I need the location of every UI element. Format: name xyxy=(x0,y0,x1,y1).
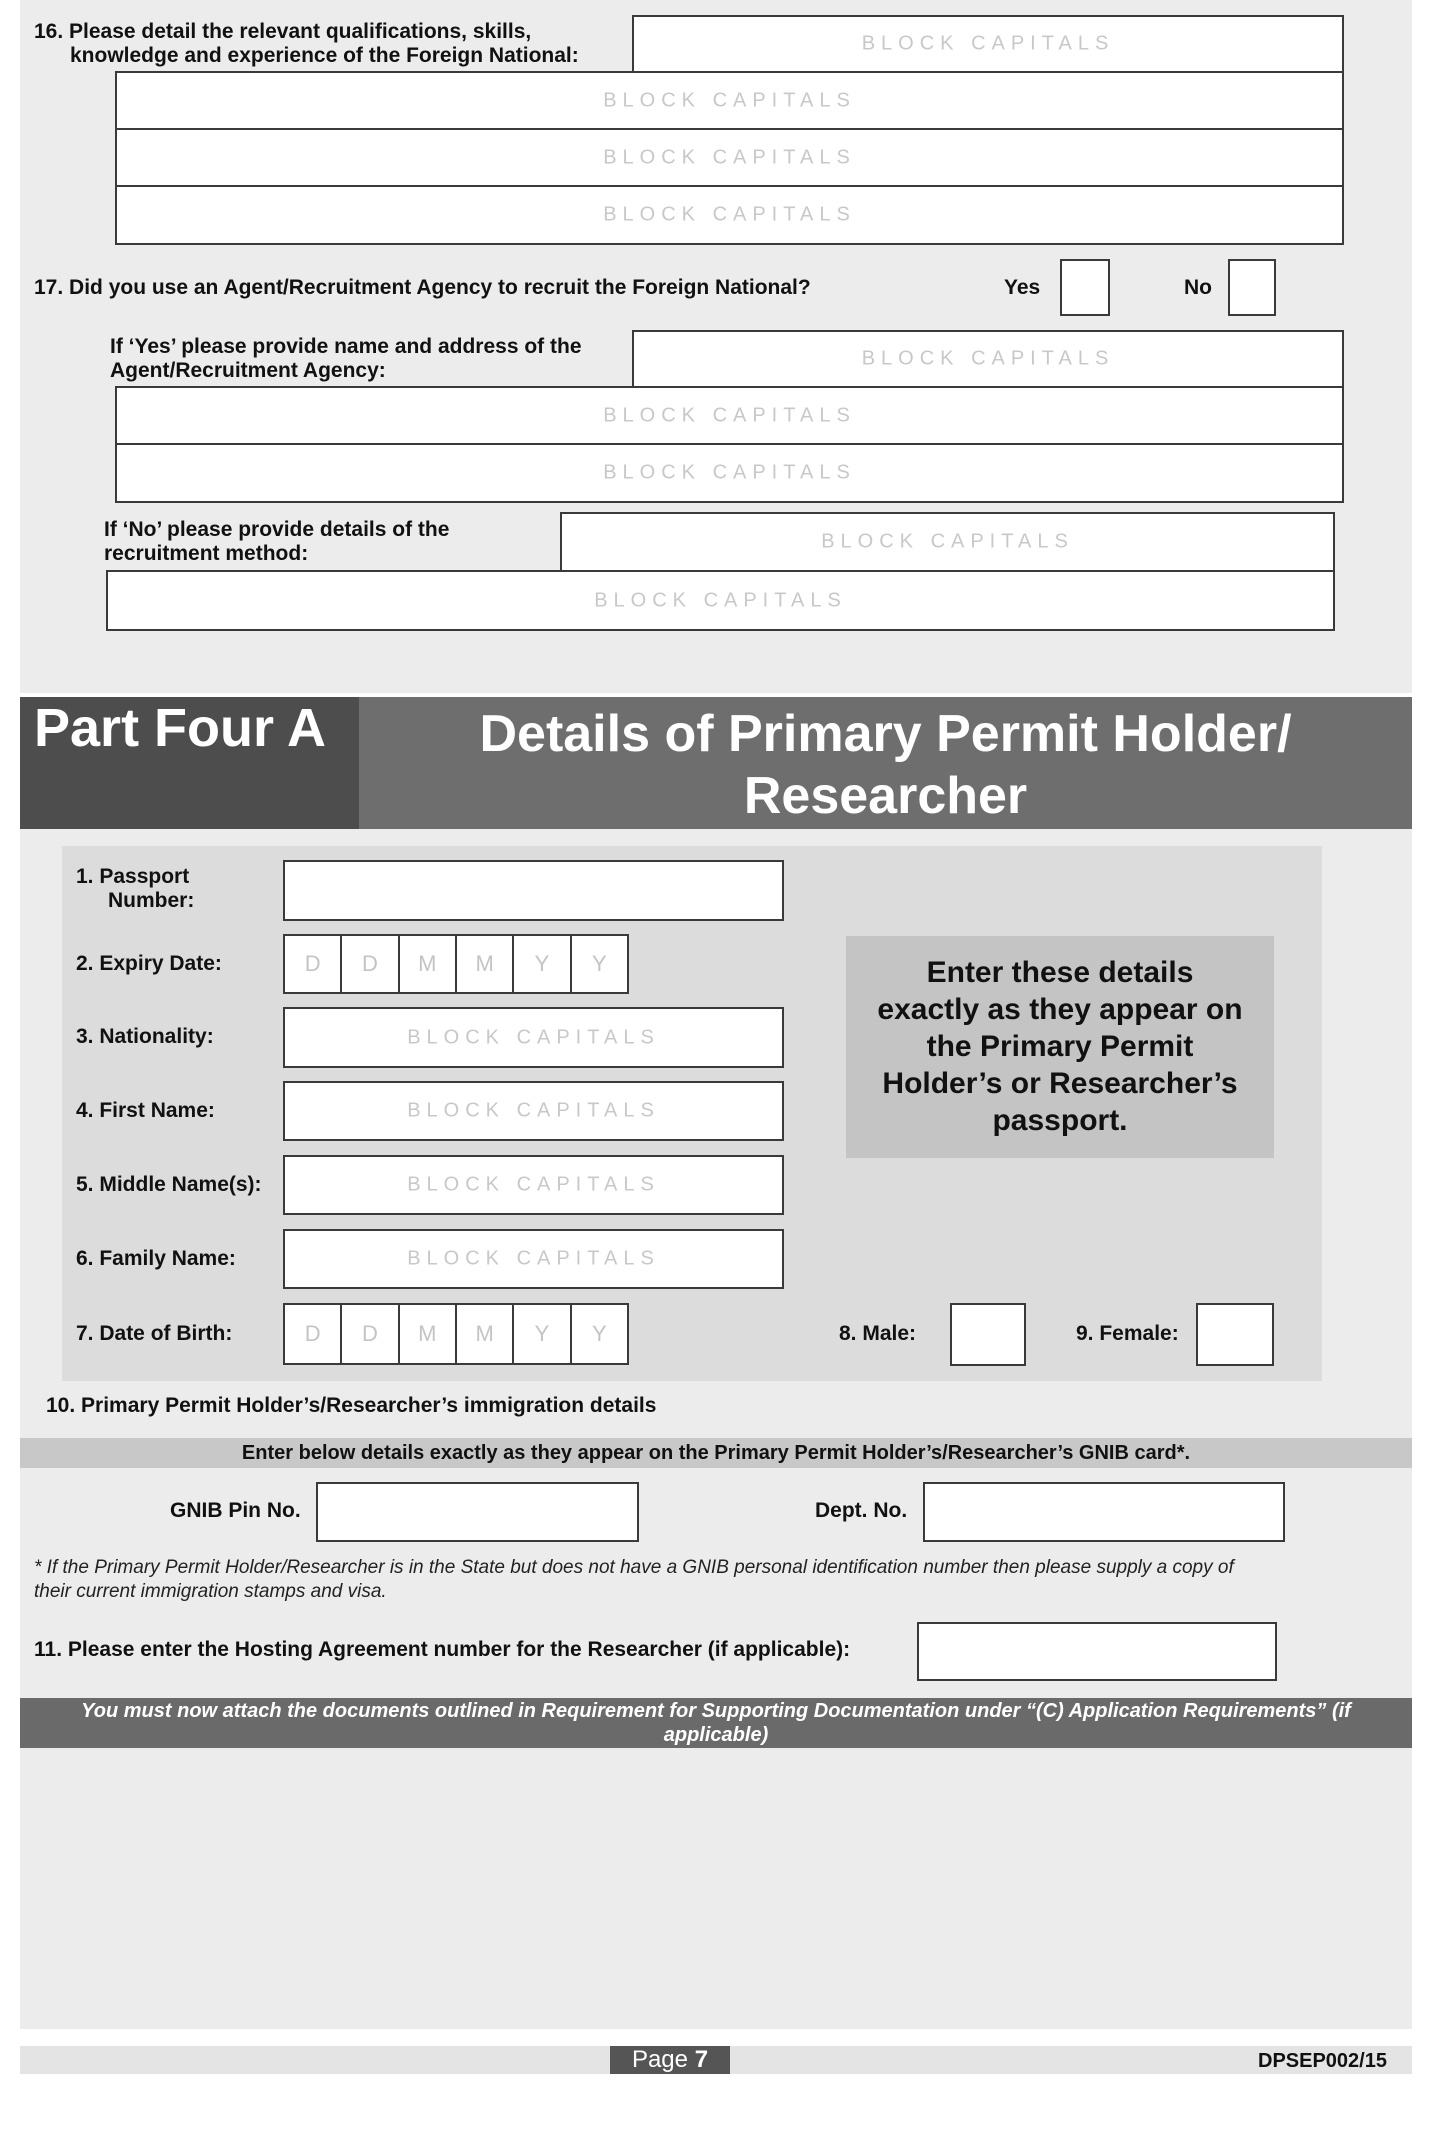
page-number-badge: Page 7 xyxy=(610,2046,730,2074)
if-no-label: If ‘No’ please provide details of the recruitment method: xyxy=(104,518,450,565)
yes-label: Yes xyxy=(1004,276,1041,299)
nationality-label: 3. Nationality: xyxy=(76,1025,214,1048)
placeholder-text: BLOCK CAPITALS xyxy=(603,461,856,484)
passport-number-input[interactable] xyxy=(283,860,784,921)
gnib-instruction-bar: Enter below details exactly as they appear on the Primary Permit Holder’s/Researcher’s GNIB card*. xyxy=(20,1438,1412,1468)
placeholder-text: BLOCK CAPITALS xyxy=(603,89,856,111)
placeholder-text: BLOCK CAPITALS xyxy=(603,146,856,168)
female-checkbox[interactable] xyxy=(1196,1303,1274,1366)
agency-input-2[interactable] xyxy=(115,386,1344,445)
form-code: DPSEP002/15 xyxy=(1258,2050,1387,2072)
dob-label: 7. Date of Birth: xyxy=(76,1322,233,1345)
gnib-pin-input[interactable] xyxy=(316,1482,639,1542)
date-cell[interactable]: Y xyxy=(591,1321,607,1346)
no-label: No xyxy=(1184,276,1212,299)
expiry-date-input[interactable] xyxy=(283,934,629,994)
date-cell[interactable]: M xyxy=(400,1305,457,1363)
placeholder-text: BLOCK CAPITALS xyxy=(861,347,1115,370)
agency-input-3[interactable] xyxy=(115,443,1344,503)
no-checkbox[interactable] xyxy=(1228,259,1276,316)
date-cell[interactable]: Y xyxy=(514,1305,571,1363)
gnib-pin-label: GNIB Pin No. xyxy=(170,1499,301,1522)
date-cell[interactable]: D xyxy=(285,936,342,992)
expiry-date-label: 2. Expiry Date: xyxy=(76,952,222,975)
middle-name-label: 5. Middle Name(s): xyxy=(76,1173,262,1196)
date-cell[interactable]: D xyxy=(342,1305,399,1363)
first-name-label: 4. First Name: xyxy=(76,1099,215,1122)
q17-label: 17. Did you use an Agent/Recruitment Agency to recruit the Foreign National? xyxy=(34,276,811,299)
method-input-2[interactable] xyxy=(106,570,1335,631)
q16-input-4[interactable] xyxy=(115,185,1344,245)
placeholder-text: BLOCK CAPITALS xyxy=(407,1026,660,1048)
date-cell[interactable]: Y xyxy=(591,951,607,976)
first-name-input[interactable] xyxy=(283,1081,784,1141)
date-cell[interactable]: Y xyxy=(514,936,571,992)
placeholder-text: BLOCK CAPITALS xyxy=(821,530,1074,553)
placeholder-text: BLOCK CAPITALS xyxy=(594,589,847,611)
date-cell[interactable]: M xyxy=(400,936,457,992)
placeholder-text: BLOCK CAPITALS xyxy=(407,1173,660,1196)
passport-label: 1. Passport Number: xyxy=(76,865,195,912)
passport-instruction-note: Enter these details exactly as they appear on the Primary Permit Holder’s or Researcher’s passport. xyxy=(846,936,1274,1158)
section-title: Details of Primary Permit Holder/ Researcher xyxy=(359,697,1412,829)
date-cell[interactable]: M xyxy=(457,936,514,992)
family-name-input[interactable] xyxy=(283,1229,784,1289)
placeholder-text: BLOCK CAPITALS xyxy=(407,1099,660,1122)
male-label: 8. Male: xyxy=(839,1322,917,1345)
placeholder-text: BLOCK CAPITALS xyxy=(603,404,856,426)
dept-no-label: Dept. No. xyxy=(815,1499,908,1522)
date-cell[interactable]: D xyxy=(285,1305,342,1363)
placeholder-text: BLOCK CAPITALS xyxy=(861,32,1115,55)
male-checkbox[interactable] xyxy=(950,1303,1026,1366)
immigration-heading: 10. Primary Permit Holder’s/Researcher’s immigration details xyxy=(46,1394,657,1417)
date-cell[interactable]: D xyxy=(342,936,399,992)
if-yes-label: If ‘Yes’ please provide name and address of the Agent/Recruitment Agency: xyxy=(110,335,582,382)
q16-label: 16. Please detail the relevant qualifications, skills, knowledge and experience of the Foreign National: xyxy=(34,20,579,67)
yes-checkbox[interactable] xyxy=(1060,259,1110,316)
hosting-agreement-label: 11. Please enter the Hosting Agreement number for the Researcher (if applicable): xyxy=(34,1638,851,1661)
date-cell[interactable]: M xyxy=(457,1305,514,1363)
dob-input[interactable] xyxy=(283,1303,629,1365)
middle-name-input[interactable] xyxy=(283,1155,784,1215)
dept-no-input[interactable] xyxy=(923,1482,1285,1542)
nationality-input[interactable] xyxy=(283,1007,784,1068)
form-page xyxy=(20,0,1412,2151)
q16-input-3[interactable] xyxy=(115,128,1344,187)
agency-input-1[interactable] xyxy=(632,330,1344,388)
method-input-1[interactable] xyxy=(560,512,1335,572)
placeholder-text: BLOCK CAPITALS xyxy=(603,203,856,226)
gnib-footnote: * If the Primary Permit Holder/Researcher is in the State but does not have a GNIB personal identification number then please supply a copy of their current immigration stamps and visa. xyxy=(34,1557,1234,1602)
placeholder-text: BLOCK CAPITALS xyxy=(407,1247,660,1270)
q16-input-2[interactable] xyxy=(115,71,1344,130)
part-title: Part Four A xyxy=(20,697,359,829)
q16-input-1[interactable] xyxy=(632,15,1344,73)
attach-documents-bar: You must now attach the documents outlined in Requirement for Supporting Documentation under “(C) Application Requirements” (if applicable) xyxy=(20,1698,1412,1748)
hosting-agreement-input[interactable] xyxy=(917,1622,1277,1681)
family-name-label: 6. Family Name: xyxy=(76,1247,236,1270)
female-label: 9. Female: xyxy=(1076,1322,1179,1345)
